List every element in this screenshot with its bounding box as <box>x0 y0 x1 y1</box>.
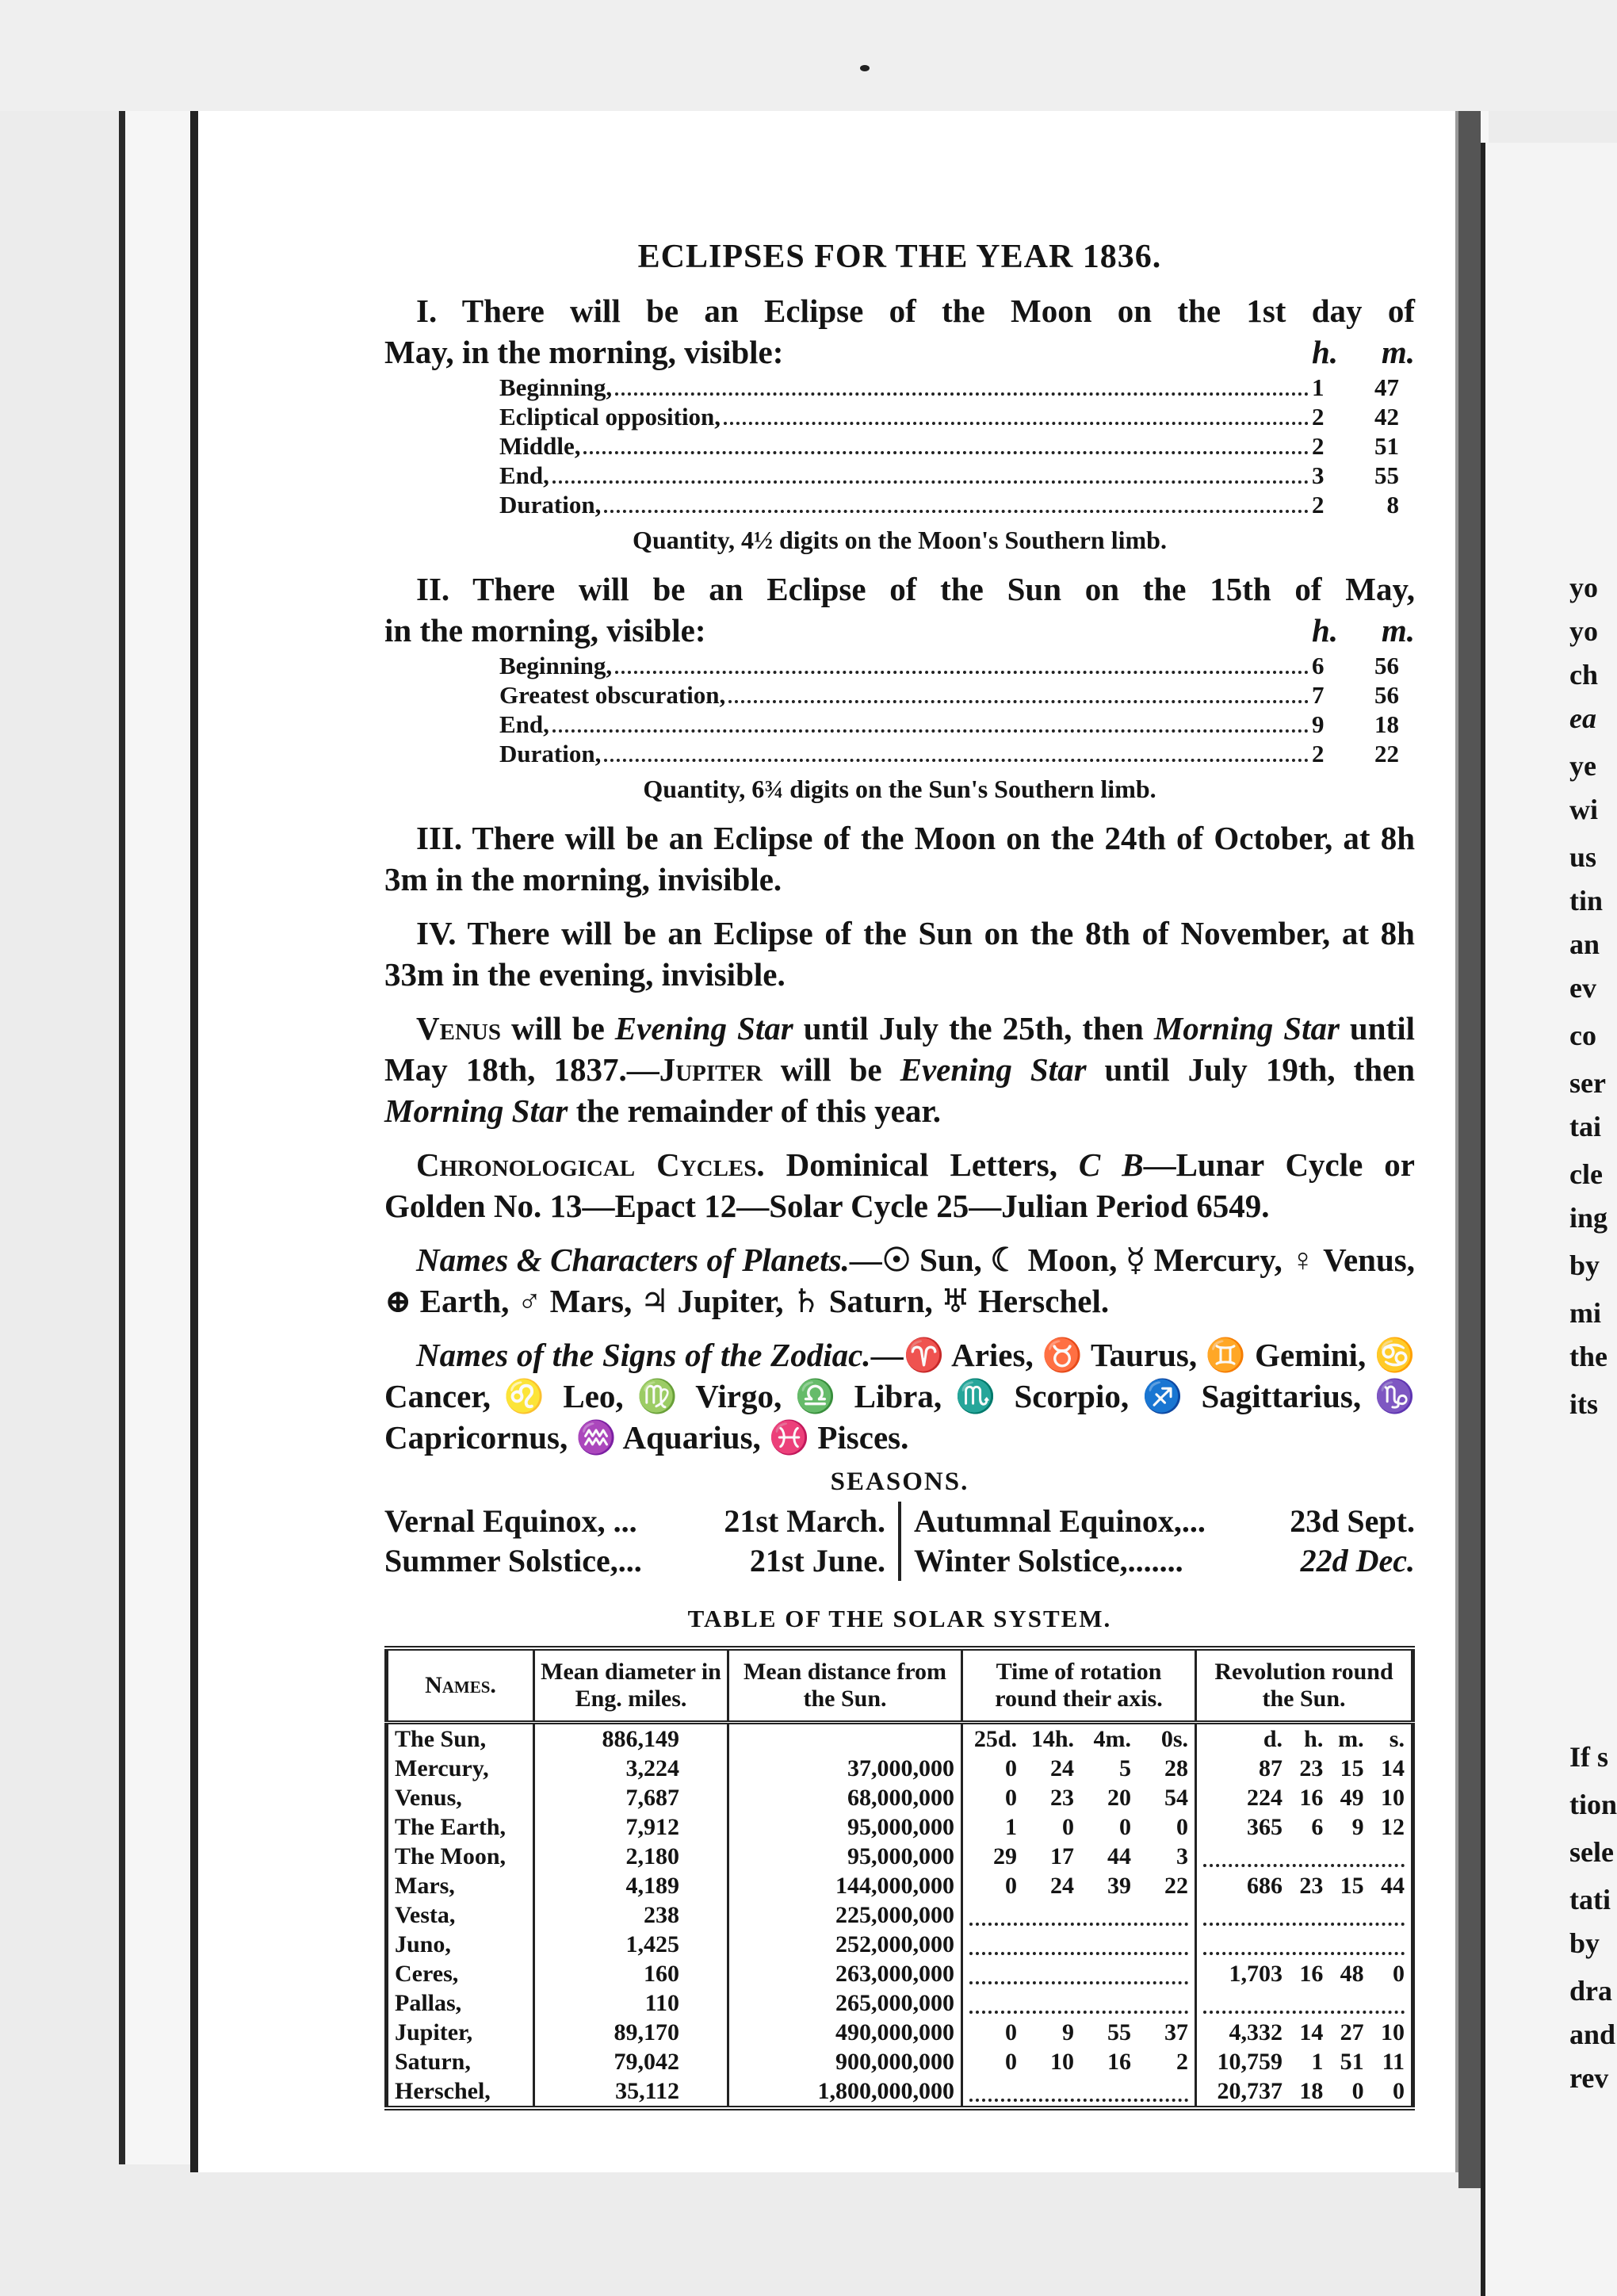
dot-leader <box>724 422 1309 425</box>
planet-revolution <box>1196 1988 1413 2018</box>
page-title: ECLIPSES FOR THE YEAR 1836. <box>637 239 1162 275</box>
header-names: Names. <box>387 1648 534 1723</box>
eclipse-1-line-a: I. There will be an Eclipse of the Moon on the 1st day of <box>416 293 1415 329</box>
eclipse-2-line-b: in the morning, visible: h. m. <box>384 612 1415 649</box>
table-row <box>387 1871 1413 1900</box>
planet-revolution <box>1196 1842 1413 1871</box>
revolution-units: d. h. m. s. <box>1263 1726 1405 1752</box>
planet-revolution: 224 16 49 10 <box>1247 1785 1405 1811</box>
solar-system-table-title: TABLE OF THE SOLAR SYSTEM. <box>687 1605 1112 1632</box>
planet-name: Mercury, <box>387 1754 534 1783</box>
minute-value: 47 <box>1374 373 1399 401</box>
planet-distance: 37,000,000 <box>728 1754 962 1783</box>
facing-word: ser <box>1569 1067 1606 1099</box>
eclipse-2-quantity: Quantity, 6¾ digits on the Sun's Southern limb. <box>643 775 1156 803</box>
planet-rotation <box>962 1930 1196 1959</box>
facing-word: tin <box>1569 885 1604 916</box>
facing-word: its <box>1569 1388 1598 1420</box>
time-label: Beginning, <box>499 652 613 679</box>
facing-word: dra <box>1569 1975 1612 2007</box>
planet-diameter: 4,189 <box>534 1871 728 1900</box>
planet-distance: 263,000,000 <box>728 1959 962 1988</box>
facing-word: us <box>1569 841 1597 873</box>
planet-diameter: 2,180 <box>534 1842 728 1871</box>
eclipse-time-row <box>499 710 1415 739</box>
planet-rotation: 0 23 20 54 <box>962 1783 1196 1812</box>
facing-word: tai <box>1569 1111 1601 1142</box>
dot-leader <box>615 392 1309 396</box>
facing-word: sele <box>1569 1836 1614 1868</box>
eclipse-time-row <box>499 739 1415 768</box>
scan-background <box>0 0 1617 111</box>
planet-diameter: 3,224 <box>534 1754 728 1783</box>
planet-diameter: 238 <box>534 1900 728 1930</box>
planet-diameter: 79,042 <box>534 2047 728 2076</box>
planet-distance: 95,000,000 <box>728 1812 962 1842</box>
hour-value: 9 <box>1312 710 1325 738</box>
minute-value: 51 <box>1374 432 1399 460</box>
planet-rotation: 0 24 5 28 <box>962 1754 1196 1783</box>
planet-rotation <box>962 1900 1196 1930</box>
eclipse-1-line-b: May, in the morning, visible: h. m. <box>384 334 1415 370</box>
facing-word: by <box>1569 1927 1600 1959</box>
time-label: Beginning, <box>499 373 613 401</box>
eclipse-time-row <box>499 651 1415 680</box>
dot-leader <box>1203 1905 1405 1926</box>
header-rotation: Time of rotation round their axis. <box>962 1648 1196 1723</box>
eclipse-time-row <box>499 461 1415 490</box>
planet-revolution: 87 23 15 14 <box>1259 1755 1405 1781</box>
dot-leader <box>969 1905 1188 1926</box>
planet-rotation: 29 17 44 3 <box>962 1842 1196 1871</box>
eclipse-time-row <box>499 402 1415 431</box>
planet-diameter: 35,112 <box>534 2076 728 2108</box>
planet-rotation: 0 10 16 2 <box>962 2047 1196 2076</box>
planet-diameter: 160 <box>534 1959 728 1988</box>
facing-word: ch <box>1569 659 1598 691</box>
hour-value: 2 <box>1312 403 1325 430</box>
table-row <box>387 1783 1413 1812</box>
seasons-heading: SEASONS. <box>830 1468 969 1496</box>
dot-leader <box>604 510 1309 513</box>
table-row <box>387 1900 1413 1930</box>
facing-word: an <box>1569 928 1600 960</box>
table-units-row <box>387 1723 1413 1755</box>
eclipse-2-line-a: II. There will be an Eclipse of the Sun on the 15th of May, <box>416 571 1415 607</box>
rotation-units: 25d. 14h. 4m. 0s. <box>962 1723 1196 1755</box>
planet-name: Vesta, <box>387 1900 534 1930</box>
planet-name: Pallas, <box>387 1988 534 2018</box>
planet-revolution: 20,737 18 0 0 <box>1217 2078 1405 2104</box>
facing-word: ye <box>1569 750 1596 782</box>
dot-leader <box>1203 1993 1405 2014</box>
time-label: Middle, <box>499 432 581 460</box>
hour-value: 3 <box>1312 461 1325 489</box>
time-label: Duration, <box>499 740 602 767</box>
planet-diameter: 7,687 <box>534 1783 728 1812</box>
facing-word: rev <box>1569 2062 1609 2094</box>
header-distance: Mean distance from the Sun. <box>728 1648 962 1723</box>
planet-name: Venus, <box>387 1783 534 1812</box>
facing-word: ing <box>1569 1202 1608 1234</box>
planet-distance: 265,000,000 <box>728 1988 962 2018</box>
time-label: Duration, <box>499 491 602 519</box>
facing-word: the <box>1569 1341 1607 1372</box>
planet-name: The Earth, <box>387 1812 534 1842</box>
planet-revolution: 10,759 1 51 11 <box>1217 2049 1405 2075</box>
planet-revolution: 686 23 15 44 <box>1247 1873 1405 1899</box>
planet-diameter: 110 <box>534 1988 728 2018</box>
minute-value: 56 <box>1374 681 1399 709</box>
table-header-row <box>387 1648 1413 1723</box>
dot-leader <box>552 480 1309 484</box>
seasons-table <box>384 1502 1415 1581</box>
table-row <box>387 1754 1413 1783</box>
hour-value: 1 <box>1312 373 1325 401</box>
dot-leader <box>1203 1846 1405 1867</box>
facing-word: tati <box>1569 1884 1611 1915</box>
hour-value: 2 <box>1312 491 1325 519</box>
table-row <box>387 2018 1413 2047</box>
facing-word: and <box>1569 2019 1616 2050</box>
header-diameter: Mean diameter in Eng. miles. <box>534 1648 728 1723</box>
minute-value: 8 <box>1386 491 1399 519</box>
dot-leader <box>1203 1934 1405 1955</box>
solar-system-table <box>384 1646 1415 2110</box>
planet-name: Herschel, <box>387 2076 534 2108</box>
dot-leader <box>583 451 1309 454</box>
facing-word: If s <box>1569 1741 1609 1773</box>
planet-rotation <box>962 2076 1196 2108</box>
hour-value: 2 <box>1312 740 1325 767</box>
facing-word: yo <box>1569 572 1598 603</box>
planet-name: The Sun, <box>387 1723 534 1755</box>
page-content <box>384 238 1415 2110</box>
planet-rotation: 1 0 0 0 <box>962 1812 1196 1842</box>
planet-rotation: 0 24 39 22 <box>962 1871 1196 1900</box>
dot-leader <box>728 700 1309 703</box>
planet-revolution: 1,703 16 48 0 <box>1229 1961 1405 1987</box>
planet-name: Jupiter, <box>387 2018 534 2047</box>
planet-rotation: 0 9 55 37 <box>962 2018 1196 2047</box>
table-row <box>387 2076 1413 2108</box>
table-row <box>387 1930 1413 1959</box>
eclipse-time-row <box>499 490 1415 519</box>
facing-word: yo <box>1569 615 1598 647</box>
planet-distance: 900,000,000 <box>728 2047 962 2076</box>
vernal-equinox: Vernal Equinox, ... 21st March. <box>384 1503 885 1539</box>
planet-characters: Names & Characters of Planets.—☉ Sun, ☾ Moon, ☿ Mercury, ♀ Venus, ⊕ Earth, ♂ Mars, ♃ Jupiter, ♄ Saturn, ♅ Herschel. <box>384 1242 1415 1319</box>
time-label: End, <box>499 461 549 489</box>
eclipse-2-times <box>499 651 1415 768</box>
planet-distance: 225,000,000 <box>728 1900 962 1930</box>
header-revolution: Revolution round the Sun. <box>1196 1648 1413 1723</box>
chronological-cycles: Chronological Cycles. Dominical Letters, C B—Lunar Cycle or Golden No. 13—Epact 12—Solar Cycle 25—Julian Period 6549. <box>384 1146 1415 1224</box>
dot-leader <box>969 1964 1188 1984</box>
minute-value: 22 <box>1374 740 1399 767</box>
planet-name: The Moon, <box>387 1842 534 1871</box>
hour-value: 6 <box>1312 652 1325 679</box>
dot-leader <box>615 671 1309 674</box>
dot-leader <box>604 759 1309 762</box>
planet-rotation <box>962 1988 1196 2018</box>
planets-paragraph: Venus will be Evening Star until July the 25th, then Morning Star until May 18th, 1837.—Jupiter will be Evening Star until July 19th, then Morning Star the remainder of this year. <box>384 1010 1415 1129</box>
facing-word: tion <box>1569 1789 1617 1820</box>
planet-diameter: 1,425 <box>534 1930 728 1959</box>
planet-revolution <box>1196 1900 1413 1930</box>
table-row <box>387 1988 1413 2018</box>
facing-word: wi <box>1569 794 1598 825</box>
planet-diameter: 7,912 <box>534 1812 728 1842</box>
planet-distance: 95,000,000 <box>728 1842 962 1871</box>
dot-leader <box>969 1993 1188 2014</box>
facing-word: ev <box>1569 972 1596 1004</box>
planet-distance: 144,000,000 <box>728 1871 962 1900</box>
dot-leader <box>552 729 1309 733</box>
speck <box>860 65 870 71</box>
planet-distance: 1,800,000,000 <box>728 2076 962 2108</box>
planet-distance <box>728 1723 962 1755</box>
dot-leader <box>969 1934 1188 1955</box>
table-row <box>387 1812 1413 1842</box>
facing-word: by <box>1569 1249 1600 1281</box>
table-row <box>387 1959 1413 1988</box>
time-label: Greatest obscuration, <box>499 681 726 709</box>
minute-value: 18 <box>1374 710 1399 738</box>
planet-distance: 490,000,000 <box>728 2018 962 2047</box>
eclipse-time-row <box>499 431 1415 461</box>
planet-name: Mars, <box>387 1871 534 1900</box>
planet-diameter: 89,170 <box>534 2018 728 2047</box>
time-label: End, <box>499 710 549 738</box>
eclipse-4: IV. There will be an Eclipse of the Sun on the 8th of November, at 8h 33m in the evening, invisible. <box>384 915 1415 993</box>
winter-solstice: Winter Solstice,....... 22d Dec. <box>914 1543 1415 1578</box>
autumnal-equinox: Autumnal Equinox,... 23d Sept. <box>914 1503 1415 1539</box>
planet-name: Saturn, <box>387 2047 534 2076</box>
hour-value: 7 <box>1312 681 1325 709</box>
planet-revolution: 4,332 14 27 10 <box>1229 2019 1405 2045</box>
summer-solstice: Summer Solstice,... 21st June. <box>384 1543 885 1578</box>
planet-name: Ceres, <box>387 1959 534 1988</box>
planet-diameter: 886,149 <box>534 1723 728 1755</box>
facing-word: mi <box>1569 1297 1601 1329</box>
facing-word: ea <box>1569 702 1596 734</box>
eclipse-time-row <box>499 680 1415 710</box>
planet-revolution <box>1196 1930 1413 1959</box>
eclipse-time-row <box>499 373 1415 402</box>
time-label: Ecliptical opposition, <box>499 403 721 430</box>
eclipse-1-times <box>499 373 1415 519</box>
planet-name: Juno, <box>387 1930 534 1959</box>
facing-word: co <box>1569 1020 1596 1051</box>
minute-value: 55 <box>1374 461 1399 489</box>
book-gutter <box>1458 111 1481 2188</box>
table-row <box>387 2047 1413 2076</box>
planet-rotation <box>962 1959 1196 1988</box>
zodiac-signs: Names of the Signs of the Zodiac.—♈ Aries, ♉ Taurus, ♊ Gemini, ♋ Cancer, ♌ Leo, ♍ Virgo, ♎ Libra, ♏ Scorpio, ♐ Sagittarius, ♑ Capricornus, ♒ Aquarius, ♓ Pisces. <box>384 1337 1415 1456</box>
facing-word: cle <box>1569 1158 1603 1190</box>
planet-distance: 68,000,000 <box>728 1783 962 1812</box>
minute-value: 56 <box>1374 652 1399 679</box>
dot-leader <box>969 2081 1188 2102</box>
hour-value: 2 <box>1312 432 1325 460</box>
minute-value: 42 <box>1374 403 1399 430</box>
planet-distance: 252,000,000 <box>728 1930 962 1959</box>
eclipse-1-quantity: Quantity, 4½ digits on the Moon's Southern limb. <box>633 526 1167 554</box>
planet-revolution: 365 6 9 12 <box>1247 1814 1405 1840</box>
table-row <box>387 1842 1413 1871</box>
eclipse-3: III. There will be an Eclipse of the Moon on the 24th of October, at 8h 3m in the morning, invisible. <box>384 820 1415 897</box>
